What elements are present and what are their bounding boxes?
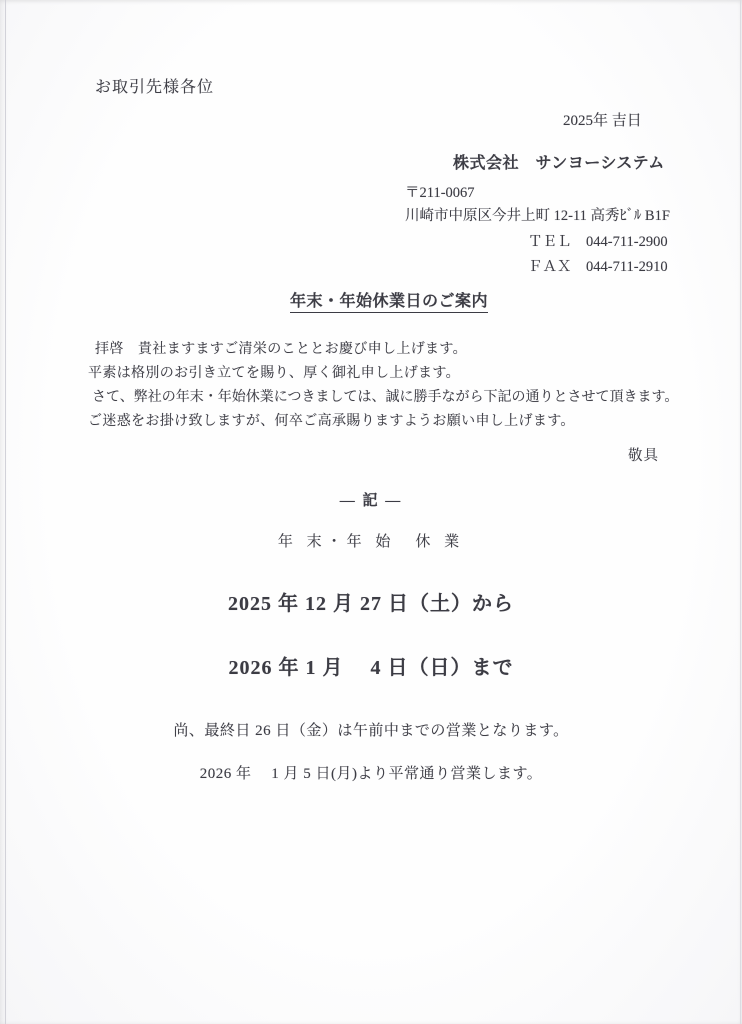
closing-keigu: 敬具 — [628, 448, 659, 464]
note-reopen-date: 2026 年 1 月 5 日(月)より平常通り営業します。 — [199, 766, 543, 782]
company-postal-code: 〒211-0067 — [405, 185, 475, 201]
issue-date: 2025年 吉日 — [563, 113, 642, 129]
company-tel: ＴＥＬ 044-711-2900 — [528, 234, 668, 250]
record-header: ― 記 ― — [339, 493, 403, 509]
holiday-start-date: 2025 年 12 月 27 日（土）から — [228, 593, 514, 615]
page-edge-left — [5, 0, 6, 1024]
holiday-end-date: 2026 年 1 月 4 日（日）まで — [228, 657, 514, 679]
note-last-business-day: 尚、最終日 26 日（金）は午前中までの営業となります。 — [173, 723, 569, 739]
company-address: 川崎市中原区今井上町 12-11 高秀ﾋﾞﾙ B1F — [405, 208, 670, 224]
holiday-subject: 年 末・年 始 休 業 — [277, 534, 465, 550]
document-title-row — [0, 288, 742, 313]
body-paragraph-announcement: さて、弊社の年末・年始休業につきましては、誠に勝手ながら下記の通りとさせて頂きます。 — [92, 390, 679, 405]
company-name: 株式会社 サンヨーシステム — [453, 155, 665, 172]
company-fax: ＦＡＸ 044-711-2910 — [528, 259, 668, 275]
recipient-line: お取引先様各位 — [95, 79, 215, 96]
document-title: 年末・年始休業日のご案内 — [290, 288, 488, 313]
body-paragraph-apology: ご迷惑をお掛け致しますが、何卒ご高承賜りますようお願い申し上げます。 — [88, 414, 575, 429]
body-paragraph-greeting: 拝啓 貴社ますますご清栄のこととお慶び申し上げます。 — [95, 342, 467, 357]
page-edge-right — [740, 0, 741, 1024]
body-paragraph-thanks: 平素は格別のお引き立てを賜り、厚く御礼申し上げます。 — [88, 366, 460, 381]
